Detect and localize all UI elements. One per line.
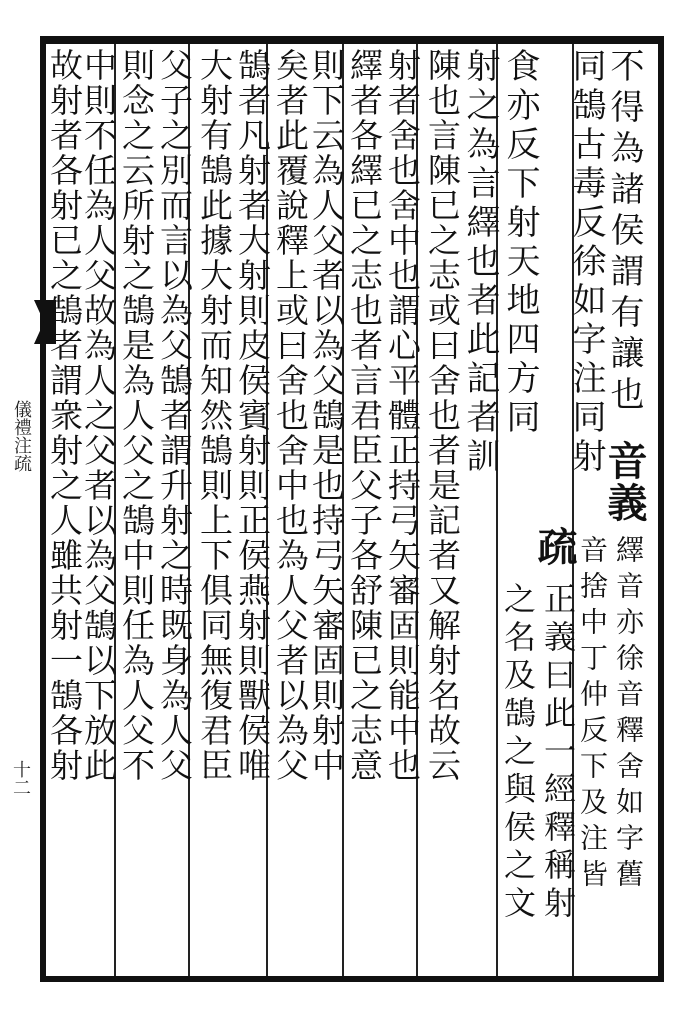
text-column-14: 中則不任為人父故為人之父者以為父鵠以下放此 <box>79 48 118 783</box>
shu-text: 正義曰此一經釋稱射 <box>539 582 577 924</box>
yinyi-annotation-right: 繹音亦徐音釋舍如字舊 <box>612 535 645 895</box>
text-column-6: 射者舍也舍中也謂心平體正持弓矢審固則能中也 <box>383 48 422 783</box>
text-column-3: 食亦反下射天地四方同 <box>500 48 540 438</box>
text-column-11: 大射有鵠此據大射而知然鵠則上下俱同無復君臣 <box>195 48 234 783</box>
text-column-15: 故射者各射已之鵠者謂衆射之人雖共射一鵠各射 <box>45 48 84 783</box>
text-column-9: 矣者此覆說釋上或曰舍也舍中也為人父者以為父 <box>271 48 310 783</box>
text-column-2 <box>568 48 604 477</box>
text-column-4: 射之為言繹也者此記者訓 <box>460 48 500 477</box>
text-column-13: 則念之云所射之鵠是為人父之鵠中則任為人父不 <box>117 48 156 783</box>
yinyi-block <box>601 440 648 524</box>
margin-page-number: 十二 <box>10 760 31 796</box>
shu-heading: 疏 <box>531 526 578 569</box>
text-column-10: 鵠者凡射者大射則皮侯賓射則正侯燕射則獸侯唯 <box>233 48 272 783</box>
frame-bottom-rule <box>40 976 664 982</box>
text-column-12: 父子之別而言以為父鵠者謂升射之時既身為人父 <box>155 48 194 783</box>
shu-continuation: 之名及鵠之與侯之文 <box>499 582 537 924</box>
yinyi-heading: 音義 <box>601 440 648 524</box>
frame-top-rule <box>40 36 664 44</box>
margin-title: 儀禮注疏 <box>11 400 32 472</box>
text-column-8: 則下云為人父者以為父鵠是也持弓矢審固則射中 <box>307 48 346 783</box>
yinyi-annotation-left: 音捨中丁仲反下及注皆 <box>576 535 609 895</box>
column-2-text: 同鵠古毒反徐如字注同射 <box>566 48 606 477</box>
text-column-7: 繹者各繹已之志也者言君臣父子各舒陳已之志意 <box>345 48 384 783</box>
frame-right-rule <box>658 36 664 982</box>
text-column-1: 不得為諸侯謂有讓也 <box>604 48 644 417</box>
shu-heading-block <box>531 526 578 569</box>
text-column-5: 陳也言陳已之志或曰舍也者是記者又解射名故云 <box>423 48 462 783</box>
